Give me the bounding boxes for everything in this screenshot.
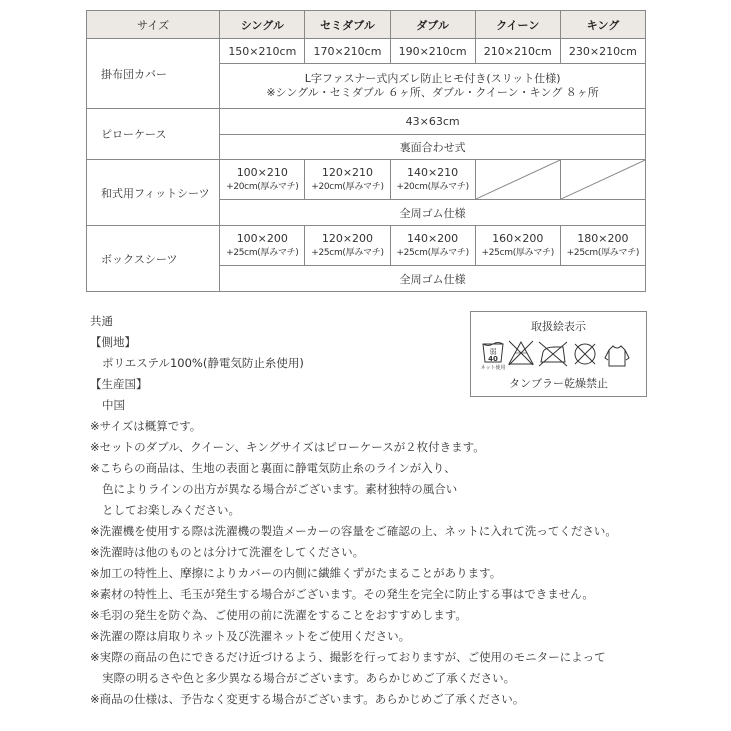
size-spec-table [86, 10, 646, 292]
note-item: ※洗濯の際は肩取りネット及び洗濯ネットをご使用ください。 [90, 629, 411, 643]
not-available-cell [560, 160, 645, 200]
size-main: 120×200 [321, 231, 374, 245]
header-double: ダブル [390, 11, 475, 39]
header-semidouble: セミダブル [305, 11, 390, 39]
size-main: 140×210 [406, 165, 459, 179]
size-cell [560, 226, 645, 266]
note-item: ※実際の商品の色にできるだけ近づけるよう、撮影を行っておりますが、ご使用のモニターによって [90, 650, 606, 664]
size-cell: 170×210cm [305, 39, 390, 64]
note-item: ※洗濯機を使用する際は洗濯機の製造メーカーの容量をご確認の上、ネットに入れて洗ってください。 [90, 524, 617, 538]
size-cell: 210×210cm [475, 39, 560, 64]
wash-label: 弱 [489, 348, 497, 356]
size-sub: +20cm(厚みマチ) [226, 181, 299, 192]
care-icons [479, 338, 644, 372]
note-item: ※毛羽の発生を防ぐ為、ご使用の前に洗濯をすることをおすすめします。 [90, 608, 467, 622]
row-label-pillow: ピローケース [87, 109, 220, 160]
size-main: 140×200 [406, 231, 459, 245]
size-cell [390, 226, 475, 266]
box-note: 全周ゴム仕様 [220, 266, 646, 292]
origin-text: 中国 [102, 398, 125, 412]
size-sub: +20cm(厚みマチ) [311, 181, 384, 192]
kakebuton-note [220, 64, 646, 109]
wash-temp: 40 [488, 355, 498, 363]
size-cell [305, 226, 390, 266]
note-item: ※加工の特性上、摩擦によりカバーの内側に繊維くずがたまることがあります。 [90, 566, 502, 580]
note-item: ※洗濯時は他のものとは分けて洗濯をしてください。 [90, 545, 365, 559]
pillow-note: 裏面合わせ式 [220, 135, 646, 160]
no-iron-icon [539, 342, 567, 366]
no-bleach-icon [509, 341, 533, 365]
material-heading: 【側地】 [90, 335, 136, 349]
no-dryclean-icon [575, 344, 595, 364]
size-main: 180×200 [577, 231, 629, 245]
material-text: ポリエステル100%(静電気防止糸使用) [102, 356, 304, 370]
size-cell [220, 226, 305, 266]
note-item: ※セットのダブル、クイーン、キングサイズはピローケースが２枚付きます。 [90, 440, 485, 454]
care-label-title: 取扱絵表示 [531, 320, 586, 333]
size-sub: +20cm(厚みマチ) [396, 181, 469, 192]
size-sub: +25cm(厚みマチ) [481, 247, 554, 258]
origin-heading: 【生産国】 [90, 377, 148, 391]
row-label-box: ボックスシーツ [87, 226, 220, 292]
size-cell: 150×210cm [220, 39, 305, 64]
size-main: 100×210 [236, 165, 288, 179]
size-cell [305, 160, 390, 200]
wash-net: ネット使用 [480, 365, 506, 371]
header-queen: クイーン [475, 11, 560, 39]
not-available-cell [475, 160, 560, 200]
washiki-note: 全周ゴム仕様 [220, 200, 646, 226]
care-label-footer: タンブラー乾燥禁止 [509, 377, 608, 390]
size-main: 120×210 [321, 165, 374, 179]
size-sub: +25cm(厚みマチ) [396, 247, 469, 258]
size-cell: 190×210cm [390, 39, 475, 64]
diagonal-line-icon [561, 160, 645, 199]
note-item: ※こちらの商品は、生地の表面と裏面に静電気防止糸のラインが入り、 [90, 461, 456, 475]
diagonal-line-icon [476, 160, 560, 199]
kakebuton-note-line1: L字ファスナー式内ズレ防止ヒモ付き(スリット仕様) [304, 72, 561, 85]
header-single: シングル [220, 11, 305, 39]
size-cell [220, 160, 305, 200]
pillow-size: 43×63cm [220, 109, 646, 135]
row-label-kakebuton: 掛布団カバー [87, 39, 220, 109]
row-label-washiki: 和式用フィットシーツ [87, 160, 220, 226]
size-sub: +25cm(厚みマチ) [566, 247, 640, 258]
size-cell [390, 160, 475, 200]
common-heading: 共通 [90, 314, 113, 328]
note-item-cont: としてお楽しみください。 [102, 503, 240, 517]
wash-40-icon [480, 343, 505, 372]
size-cell: 230×210cm [560, 39, 645, 64]
hang-dry-icon [605, 346, 629, 366]
size-sub: +25cm(厚みマチ) [226, 247, 299, 258]
size-main: 160×200 [492, 231, 544, 245]
note-item-cont: 色によりラインの出方が異なる場合がございます。素材独特の風合い [102, 482, 458, 496]
size-cell [475, 226, 560, 266]
note-item-cont: 実際の明るさや色と多少異なる場合がございます。あらかじめご了承ください。 [102, 671, 516, 685]
kakebuton-note-line2: ※シングル・セミダブル ６ヶ所、ダブル・クイーン・キング ８ヶ所 [266, 86, 599, 99]
size-sub: +25cm(厚みマチ) [311, 247, 384, 258]
care-label-box [470, 311, 647, 397]
size-main: 100×200 [236, 231, 288, 245]
note-item: ※商品の仕様は、予告なく変更する場合がございます。あらかじめご了承ください。 [90, 692, 525, 706]
note-item: ※素材の特性上、毛玉が発生する場合がございます。その発生を完全に防止する事はできません。 [90, 587, 594, 601]
note-item: ※サイズは概算です。 [90, 419, 202, 433]
header-size: サイズ [87, 11, 220, 39]
header-king: キング [560, 11, 645, 39]
